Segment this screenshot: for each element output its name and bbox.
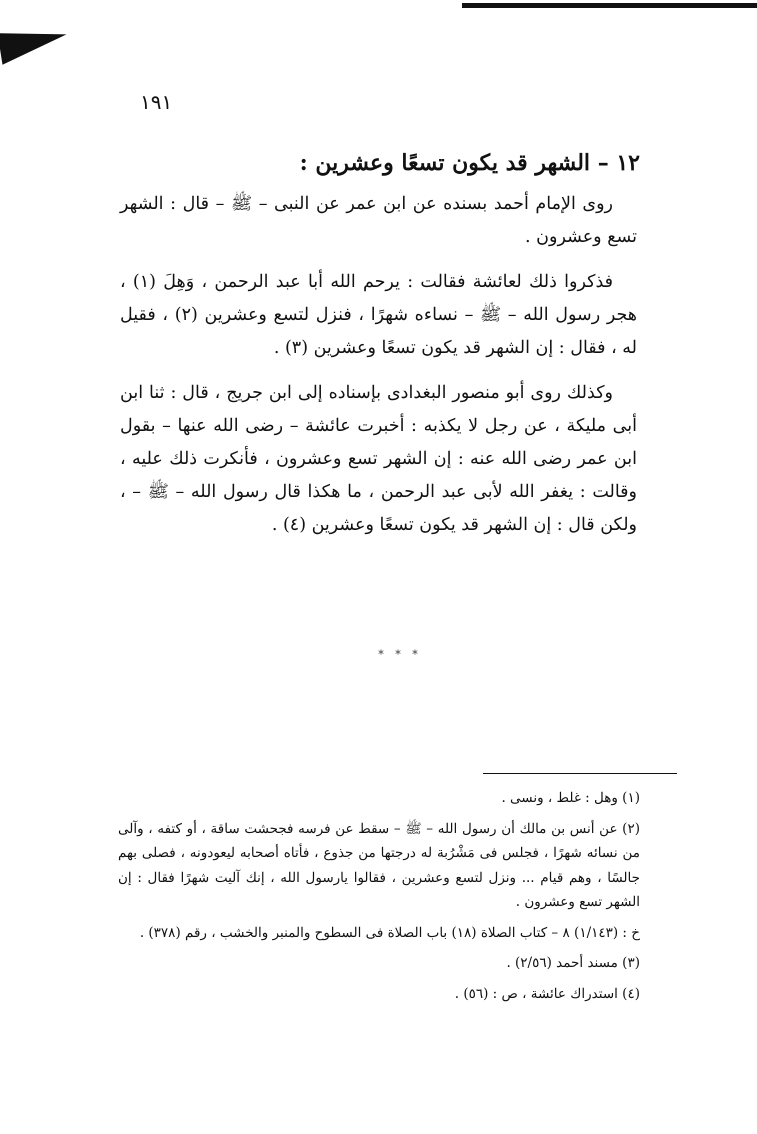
- footnote-rule: [483, 773, 677, 774]
- paragraph-1: روى الإمام أحمد بسنده عن ابن عمر عن النبى – ﷺ – قال : الشهر تسع وعشرون .: [120, 194, 637, 247]
- footnote-2: (٢) عن أنس بن مالك أن رسول الله – ﷺ – سقط عن فرسه فجحشت ساقة ، أو كتفه ، وآلى من نسائه شهرًا ، فجلس فى مَشْرُبة له درجتها من جذوع ، فأتاه أصحابه ليعودونه ، فصلى بهم جالسًا ، وهم قيام ... ونزل لتسع وعشرين ، فقالوا يارسول الله ، إنك آليت شهرًا فقال : إن الشهر تسع وعشرون .: [118, 820, 640, 910]
- paragraph-2: فذكروا ذلك لعائشة فقالت : يرحم الله أبا عبد الرحمن ، وَهِلَ (١) ، هجر رسول الله – ﷺ – نساءه شهرًا ، فنزل لتسع وعشرين (٢) ، فقيل له ، فقال : إن الشهر قد يكون تسعًا وعشرين (٣) .: [120, 272, 638, 358]
- top-edge-rule: [462, 3, 757, 8]
- page-number: ١٩١: [140, 90, 173, 114]
- section-heading: ١٢ – الشهر قد يكون تسعًا وعشرين :: [299, 150, 640, 176]
- footnote-2-reference: خ : (١/١٤٣) ٨ – كتاب الصلاة (١٨) باب الصلاة فى السطوح والمنبر والخشب ، رقم (٣٧٨) .: [139, 924, 640, 941]
- corner-wedge-mark: [0, 23, 70, 65]
- footnotes: [118, 786, 640, 1012]
- footnote-4: (٤) استدراك عائشة ، ص : (٥٦) .: [454, 985, 640, 1002]
- footnote-3: (٣) مسند أحمد (٢/٥٦) .: [506, 955, 640, 971]
- section-separator: * * *: [378, 648, 422, 661]
- body-text: [120, 188, 637, 554]
- footnote-1: (١) وهل : غلط ، ونسى .: [501, 790, 640, 806]
- paragraph-3: وكذلك روى أبو منصور البغدادى بإسناده إلى ابن جريج ، قال : ثنا ابن أبى مليكة ، عن رجل لا يكذبه : أخبرت عائشة – رضى الله عنها – بقول ابن عمر رضى الله عنه : إن الشهر تسع وعشرون ، فأنكرت ذلك عليه ، وقالت : يغفر الله لأبى عبد الرحمن ، ما هكذا قال رسول الله – ﷺ – ، ولكن قال : إن الشهر قد يكون تسعًا وعشرين (٤) .: [120, 383, 637, 535]
